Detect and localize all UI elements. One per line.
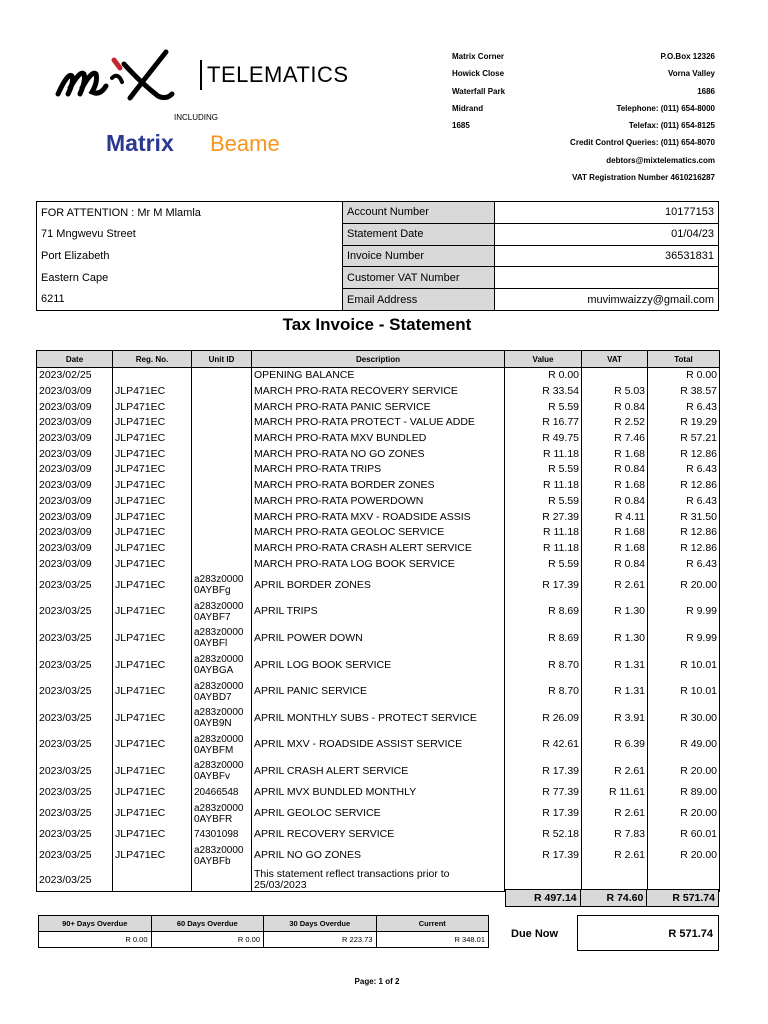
totals-row xyxy=(505,889,719,907)
unit-id-cell: 74301098 xyxy=(192,827,252,843)
table-row xyxy=(37,525,720,541)
logo-including: INCLUDING xyxy=(174,113,219,122)
unit-id-cell: a283z0000 0AYBGA xyxy=(192,652,252,679)
company-address-left xyxy=(452,48,505,134)
column-header: Unit ID xyxy=(192,351,252,368)
reg-no-cell: JLP471EC xyxy=(113,462,192,478)
total-cell: R 60.01 xyxy=(648,827,720,843)
value-cell: R 77.39 xyxy=(505,785,582,801)
aging-value: R 0.00 xyxy=(151,932,264,948)
reg-no-cell: JLP471EC xyxy=(113,525,192,541)
value-cell: R 17.39 xyxy=(505,572,582,599)
table-row xyxy=(37,494,720,510)
table-row xyxy=(37,599,720,626)
unit-id-cell xyxy=(192,384,252,400)
date-cell: 2023/03/25 xyxy=(37,800,113,827)
total-cell: R 89.00 xyxy=(648,785,720,801)
reg-no-cell: JLP471EC xyxy=(113,599,192,626)
description-cell: APRIL TRIPS xyxy=(252,599,505,626)
logo-matrix: Matrix xyxy=(106,130,174,156)
reg-no-cell: JLP471EC xyxy=(113,625,192,652)
reg-no-cell xyxy=(113,368,192,384)
transactions-table xyxy=(36,350,720,892)
table-row xyxy=(37,509,720,525)
table-row xyxy=(37,431,720,447)
description-cell: This statement reflect transactions prior to 25/03/2023 xyxy=(252,869,505,892)
value-cell: R 42.61 xyxy=(505,732,582,759)
unit-id-cell xyxy=(192,462,252,478)
logo-telematics: TELEMATICS xyxy=(207,62,349,87)
reg-no-cell: JLP471EC xyxy=(113,415,192,431)
company-line: debtors@mixtelematics.com xyxy=(606,155,715,165)
total-cell: R 9.99 xyxy=(648,625,720,652)
value-cell: R 8.69 xyxy=(505,625,582,652)
value-cell: R 11.18 xyxy=(505,525,582,541)
company-line: P.O.Box 12326 xyxy=(660,52,715,61)
unit-id-cell xyxy=(192,509,252,525)
unit-id-cell xyxy=(192,399,252,415)
value-cell: R 0.00 xyxy=(505,368,582,384)
unit-id-cell xyxy=(192,368,252,384)
reg-no-cell: JLP471EC xyxy=(113,785,192,801)
date-cell: 2023/03/09 xyxy=(37,556,113,572)
vat-cell: R 6.39 xyxy=(582,732,648,759)
reg-no-cell: JLP471EC xyxy=(113,384,192,400)
value-cell: R 11.18 xyxy=(505,478,582,494)
reg-no-cell: JLP471EC xyxy=(113,478,192,494)
date-cell: 2023/03/25 xyxy=(37,843,113,870)
reg-no-cell: JLP471EC xyxy=(113,509,192,525)
date-cell: 2023/03/25 xyxy=(37,678,113,705)
total-cell: R 31.50 xyxy=(648,509,720,525)
vat-cell: R 0.84 xyxy=(582,494,648,510)
value-cell: R 17.39 xyxy=(505,843,582,870)
total-cell: R 12.86 xyxy=(648,478,720,494)
description-cell: APRIL BORDER ZONES xyxy=(252,572,505,599)
date-cell: 2023/03/09 xyxy=(37,415,113,431)
table-row xyxy=(37,800,720,827)
description-cell: APRIL NO GO ZONES xyxy=(252,843,505,870)
date-cell: 2023/03/09 xyxy=(37,446,113,462)
column-header: Total xyxy=(648,351,720,368)
value-cell: R 11.18 xyxy=(505,541,582,557)
customer-vat-number xyxy=(495,267,719,289)
description-cell: MARCH PRO-RATA POWERDOWN xyxy=(252,494,505,510)
logo-beame: Beame xyxy=(210,131,280,156)
value-cell: R 8.70 xyxy=(505,678,582,705)
reg-no-cell: JLP471EC xyxy=(113,494,192,510)
field-label: Statement Date xyxy=(343,223,495,245)
unit-id-cell xyxy=(192,494,252,510)
column-header: Reg. No. xyxy=(113,351,192,368)
reg-no-cell: JLP471EC xyxy=(113,446,192,462)
table-row xyxy=(37,572,720,599)
vat-cell: R 1.30 xyxy=(582,599,648,626)
unit-id-cell: a283z0000 0AYBFM xyxy=(192,732,252,759)
statement-date: 01/04/23 xyxy=(495,223,719,245)
value-cell: R 17.39 xyxy=(505,800,582,827)
date-cell: 2023/03/09 xyxy=(37,384,113,400)
date-cell: 2023/03/09 xyxy=(37,525,113,541)
description-cell: MARCH PRO-RATA MXV BUNDLED xyxy=(252,431,505,447)
value-cell: R 26.09 xyxy=(505,705,582,732)
unit-id-cell: a283z0000 0AYBFl xyxy=(192,625,252,652)
date-cell: 2023/03/25 xyxy=(37,625,113,652)
date-cell: 2023/03/25 xyxy=(37,599,113,626)
total-cell: R 49.00 xyxy=(648,732,720,759)
vat-cell: R 7.46 xyxy=(582,431,648,447)
account-number: 10177153 xyxy=(495,202,719,224)
date-cell: 2023/03/25 xyxy=(37,732,113,759)
email-address[interactable]: muvimwaizzy@gmail.com xyxy=(495,289,719,311)
date-cell: 2023/03/09 xyxy=(37,494,113,510)
page-number: Page: 1 of 2 xyxy=(354,977,400,986)
vat-cell: R 4.11 xyxy=(582,509,648,525)
value-cell: R 49.75 xyxy=(505,431,582,447)
aging-header: Current xyxy=(376,916,489,932)
description-cell: MARCH PRO-RATA CRASH ALERT SERVICE xyxy=(252,541,505,557)
reg-no-cell: JLP471EC xyxy=(113,556,192,572)
reg-no-cell: JLP471EC xyxy=(113,541,192,557)
unit-id-cell xyxy=(192,446,252,462)
company-line: 1686 xyxy=(697,86,715,96)
value-cell: R 5.59 xyxy=(505,494,582,510)
table-row xyxy=(37,446,720,462)
vat-cell: R 0.84 xyxy=(582,462,648,478)
company-line: Howick Close xyxy=(452,69,505,79)
total-cell: R 6.43 xyxy=(648,556,720,572)
company-line: Matrix Corner xyxy=(452,52,505,61)
description-cell: MARCH PRO-RATA LOG BOOK SERVICE xyxy=(252,556,505,572)
total-cell: R 20.00 xyxy=(648,758,720,785)
table-row xyxy=(37,462,720,478)
vat-cell xyxy=(582,368,648,384)
total-cell: R 30.00 xyxy=(648,705,720,732)
description-cell: MARCH PRO-RATA GEOLOC SERVICE xyxy=(252,525,505,541)
company-line: VAT Registration Number 4610216287 xyxy=(572,173,715,183)
description-cell: APRIL LOG BOOK SERVICE xyxy=(252,652,505,679)
table-row xyxy=(37,541,720,557)
company-line: Telefax: (011) 654-8125 xyxy=(628,121,715,131)
vat-cell: R 7.83 xyxy=(582,827,648,843)
company-line: Midrand xyxy=(452,103,484,113)
date-cell: 2023/03/25 xyxy=(37,827,113,843)
reg-no-cell: JLP471EC xyxy=(113,431,192,447)
total-cell: R 20.00 xyxy=(648,843,720,870)
total-cell: R 20.00 xyxy=(648,800,720,827)
vat-cell: R 1.31 xyxy=(582,652,648,679)
unit-id-cell xyxy=(192,415,252,431)
table-row xyxy=(37,384,720,400)
value-cell: R 5.59 xyxy=(505,399,582,415)
description-cell: MARCH PRO-RATA NO GO ZONES xyxy=(252,446,505,462)
aging-header: 30 Days Overdue xyxy=(264,916,377,932)
description-cell: MARCH PRO-RATA PANIC SERVICE xyxy=(252,399,505,415)
total-cell: R 6.43 xyxy=(648,462,720,478)
page-title: Tax Invoice - Statement xyxy=(282,315,472,334)
date-cell: 2023/03/25 xyxy=(37,572,113,599)
description-cell: APRIL MONTHLY SUBS - PROTECT SERVICE xyxy=(252,705,505,732)
reg-no-cell: JLP471EC xyxy=(113,705,192,732)
due-now-amount: R 571.74 xyxy=(577,915,719,951)
date-cell: 2023/03/09 xyxy=(37,431,113,447)
column-header: Date xyxy=(37,351,113,368)
value-cell: R 5.59 xyxy=(505,462,582,478)
reg-no-cell: JLP471EC xyxy=(113,827,192,843)
vat-cell: R 5.03 xyxy=(582,384,648,400)
vat-cell: R 2.61 xyxy=(582,572,648,599)
aging-header: 90+ Days Overdue xyxy=(39,916,152,932)
total-value: R 497.14 xyxy=(506,890,581,907)
description-cell: APRIL RECOVERY SERVICE xyxy=(252,827,505,843)
reg-no-cell: JLP471EC xyxy=(113,572,192,599)
company-line: Waterfall Park xyxy=(452,86,506,96)
column-header: Description xyxy=(252,351,505,368)
logo-divider xyxy=(200,60,202,90)
date-cell: 2023/03/25 xyxy=(37,758,113,785)
vat-cell: R 0.84 xyxy=(582,399,648,415)
company-line: 1685 xyxy=(452,121,470,131)
value-cell: R 27.39 xyxy=(505,509,582,525)
field-label: Email Address xyxy=(343,289,495,311)
unit-id-cell: a283z0000 0AYBFg xyxy=(192,572,252,599)
value-cell: R 11.18 xyxy=(505,446,582,462)
total-vat: R 74.60 xyxy=(580,890,647,907)
table-header-row xyxy=(37,351,720,368)
date-cell: 2023/03/09 xyxy=(37,509,113,525)
unit-id-cell: a283z0000 0AYBD7 xyxy=(192,678,252,705)
unit-id-cell: a283z0000 0AYBF7 xyxy=(192,599,252,626)
vat-cell: R 1.68 xyxy=(582,541,648,557)
total-cell: R 9.99 xyxy=(648,599,720,626)
total-amount: R 571.74 xyxy=(647,890,719,907)
total-cell: R 12.86 xyxy=(648,525,720,541)
unit-id-cell xyxy=(192,431,252,447)
aging-value: R 0.00 xyxy=(39,932,152,948)
company-line: Credit Control Queries: (011) 654-8070 xyxy=(570,138,715,148)
total-cell: R 38.57 xyxy=(648,384,720,400)
date-cell: 2023/03/09 xyxy=(37,399,113,415)
vat-cell: R 2.61 xyxy=(582,843,648,870)
vat-cell: R 1.68 xyxy=(582,446,648,462)
description-cell: APRIL MVX BUNDLED MONTHLY xyxy=(252,785,505,801)
address-line: Port Elizabeth xyxy=(37,245,343,267)
address-line: Eastern Cape xyxy=(37,267,343,289)
table-row xyxy=(37,625,720,652)
vat-cell: R 2.52 xyxy=(582,415,648,431)
description-cell: APRIL CRASH ALERT SERVICE xyxy=(252,758,505,785)
total-cell: R 6.43 xyxy=(648,494,720,510)
total-cell: R 19.29 xyxy=(648,415,720,431)
unit-id-cell xyxy=(192,541,252,557)
aging-table xyxy=(38,915,489,948)
company-line: Telephone: (011) 654-8000 xyxy=(616,103,715,113)
total-cell: R 10.01 xyxy=(648,652,720,679)
reg-no-cell: JLP471EC xyxy=(113,399,192,415)
table-row xyxy=(37,652,720,679)
reg-no-cell: JLP471EC xyxy=(113,800,192,827)
total-cell: R 57.21 xyxy=(648,431,720,447)
aging-value: R 348.01 xyxy=(376,932,489,948)
table-row xyxy=(37,705,720,732)
table-row xyxy=(37,758,720,785)
description-cell: MARCH PRO-RATA TRIPS xyxy=(252,462,505,478)
date-cell: 2023/03/25 xyxy=(37,705,113,732)
unit-id-cell: a283z0000 0AYBFv xyxy=(192,758,252,785)
table-row xyxy=(37,478,720,494)
unit-id-cell xyxy=(192,478,252,494)
aging-header: 60 Days Overdue xyxy=(151,916,264,932)
unit-id-cell: a283z0000 0AYBFR xyxy=(192,800,252,827)
date-cell: 2023/03/09 xyxy=(37,478,113,494)
description-cell: APRIL MXV - ROADSIDE ASSIST SERVICE xyxy=(252,732,505,759)
value-cell: R 52.18 xyxy=(505,827,582,843)
table-row xyxy=(37,785,720,801)
total-cell: R 6.43 xyxy=(648,399,720,415)
table-row xyxy=(37,556,720,572)
date-cell: 2023/03/25 xyxy=(37,652,113,679)
reg-no-cell xyxy=(113,869,192,892)
aging-value: R 223.73 xyxy=(264,932,377,948)
value-cell: R 33.54 xyxy=(505,384,582,400)
total-cell: R 20.00 xyxy=(648,572,720,599)
description-cell: APRIL PANIC SERVICE xyxy=(252,678,505,705)
column-header: Value xyxy=(505,351,582,368)
vat-cell: R 1.68 xyxy=(582,525,648,541)
unit-id-cell: a283z0000 0AYB9N xyxy=(192,705,252,732)
field-label: Account Number xyxy=(343,202,495,224)
company-address-right xyxy=(570,48,715,186)
description-cell: MARCH PRO-RATA MXV - ROADSIDE ASSIS xyxy=(252,509,505,525)
value-cell: R 16.77 xyxy=(505,415,582,431)
table-row xyxy=(37,827,720,843)
table-row xyxy=(37,732,720,759)
address-line: 6211 xyxy=(37,289,343,311)
table-row xyxy=(37,843,720,870)
value-cell: R 5.59 xyxy=(505,556,582,572)
value-cell: R 8.69 xyxy=(505,599,582,626)
reg-no-cell: JLP471EC xyxy=(113,652,192,679)
date-cell: 2023/03/25 xyxy=(37,869,113,892)
vat-cell: R 11.61 xyxy=(582,785,648,801)
column-header: VAT xyxy=(582,351,648,368)
unit-id-cell xyxy=(192,556,252,572)
date-cell: 2023/03/09 xyxy=(37,462,113,478)
date-cell: 2023/02/25 xyxy=(37,368,113,384)
description-cell: OPENING BALANCE xyxy=(252,368,505,384)
vat-cell: R 2.61 xyxy=(582,800,648,827)
address-line: FOR ATTENTION : Mr M Mlamla xyxy=(37,202,343,224)
description-cell: MARCH PRO-RATA BORDER ZONES xyxy=(252,478,505,494)
reg-no-cell: JLP471EC xyxy=(113,678,192,705)
unit-id-cell: a283z0000 0AYBFb xyxy=(192,843,252,870)
reg-no-cell: JLP471EC xyxy=(113,843,192,870)
table-row xyxy=(37,678,720,705)
unit-id-cell xyxy=(192,525,252,541)
table-row xyxy=(37,399,720,415)
unit-id-cell: 20466548 xyxy=(192,785,252,801)
table-row xyxy=(37,415,720,431)
date-cell: 2023/03/25 xyxy=(37,785,113,801)
date-cell: 2023/03/09 xyxy=(37,541,113,557)
field-label: Invoice Number xyxy=(343,245,495,267)
mix-logo xyxy=(54,42,184,114)
reg-no-cell: JLP471EC xyxy=(113,758,192,785)
field-label: Customer VAT Number xyxy=(343,267,495,289)
description-cell: APRIL POWER DOWN xyxy=(252,625,505,652)
due-now-label: Due Now xyxy=(511,928,559,940)
customer-details xyxy=(36,201,719,311)
company-line: Vorna Valley xyxy=(668,69,715,79)
total-cell: R 12.86 xyxy=(648,541,720,557)
description-cell: MARCH PRO-RATA PROTECT - VALUE ADDE xyxy=(252,415,505,431)
value-cell: R 8.70 xyxy=(505,652,582,679)
total-cell: R 0.00 xyxy=(648,368,720,384)
value-cell: R 17.39 xyxy=(505,758,582,785)
vat-cell: R 1.30 xyxy=(582,625,648,652)
invoice-number: 36531831 xyxy=(495,245,719,267)
address-line: 71 Mngwevu Street xyxy=(37,223,343,245)
vat-cell: R 0.84 xyxy=(582,556,648,572)
reg-no-cell: JLP471EC xyxy=(113,732,192,759)
description-cell: MARCH PRO-RATA RECOVERY SERVICE xyxy=(252,384,505,400)
vat-cell: R 1.68 xyxy=(582,478,648,494)
vat-cell: R 3.91 xyxy=(582,705,648,732)
unit-id-cell xyxy=(192,869,252,892)
description-cell: APRIL GEOLOC SERVICE xyxy=(252,800,505,827)
total-cell: R 10.01 xyxy=(648,678,720,705)
table-row xyxy=(37,368,720,384)
vat-cell: R 1.31 xyxy=(582,678,648,705)
vat-cell: R 2.61 xyxy=(582,758,648,785)
total-cell: R 12.86 xyxy=(648,446,720,462)
